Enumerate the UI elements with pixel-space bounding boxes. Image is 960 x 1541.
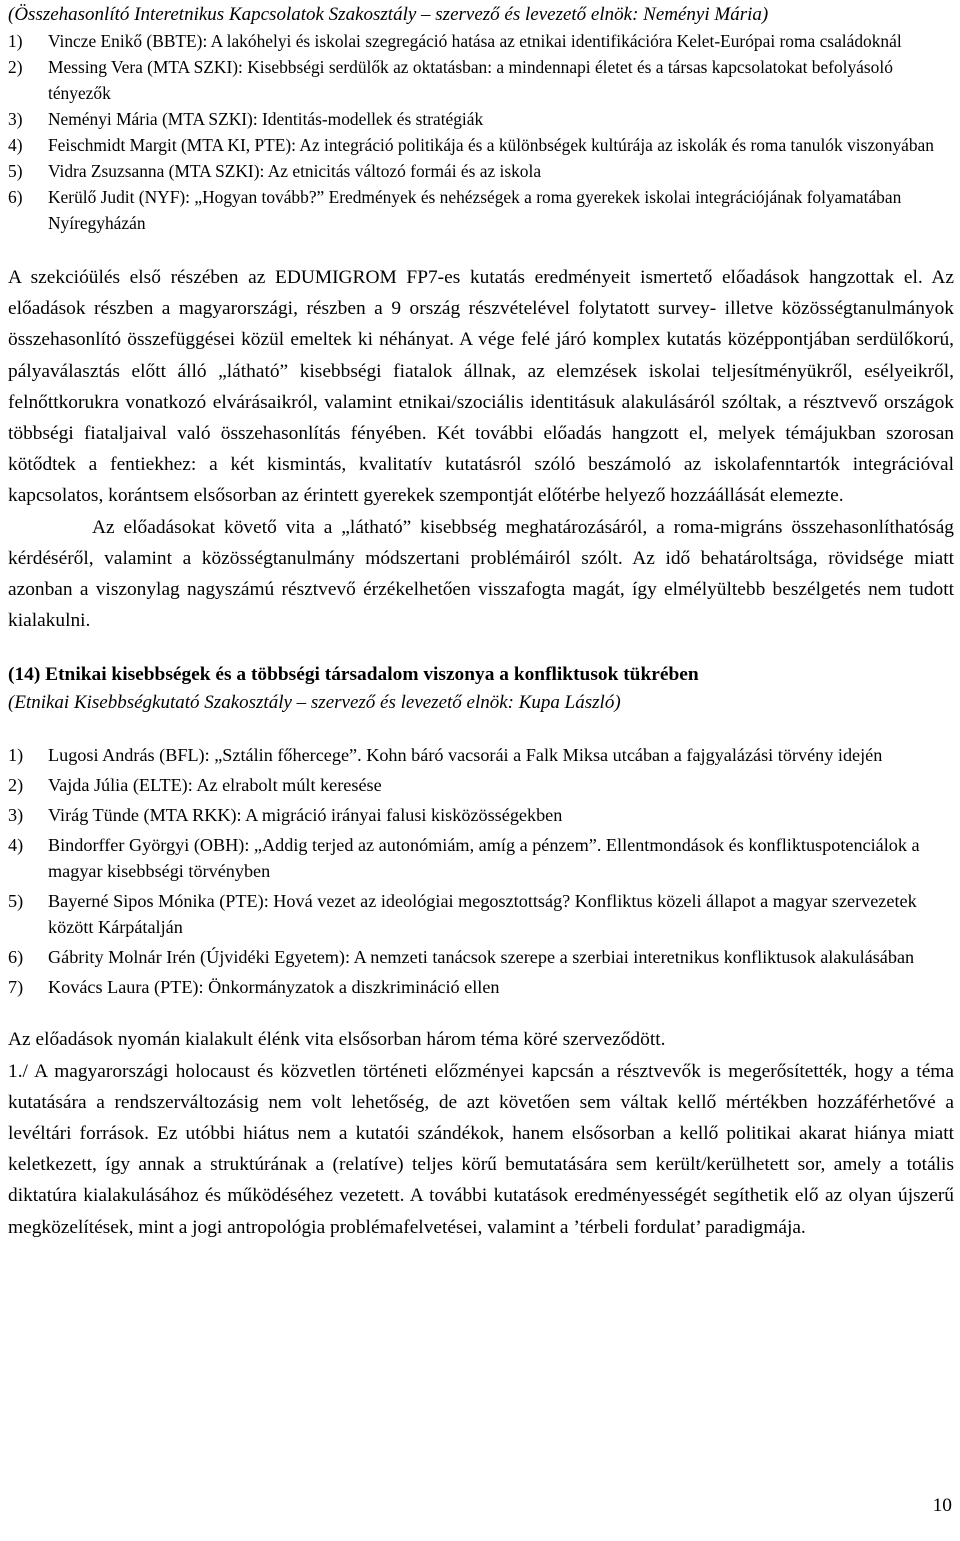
section14-title: (14) Etnikai kisebbségek és a többségi társadalom viszonya a konfliktusok tükrében [8, 664, 699, 686]
list-item-text: Virág Tünde (MTA RKK): A migráció irányai falusi kisközösségekben [48, 805, 563, 826]
list-item [8, 944, 954, 970]
list-item-number: 4) [8, 835, 24, 856]
list-item-number: 2) [8, 57, 23, 77]
list-item-text: Vincze Enikő (BBTE): A lakóhelyi és iskolai szegregáció hatása az etnikai identifikációra Kelet-Európai roma családoknál [48, 31, 902, 51]
section14-paragraph-1: Az előadások nyomán kialakult élénk vita elsősorban három téma köré szerveződött. [8, 1029, 666, 1051]
list-item [8, 158, 954, 184]
list-item-text: Kovács Laura (PTE): Önkormányzatok a diszkrimináció ellen [48, 977, 500, 998]
list-item [8, 28, 954, 54]
list-item-text: Bayerné Sipos Mónika (PTE): Hová vezet az ideológiai megosztottság? Konfliktus közeli állapot a magyar szervezetek között Kárpátalján [48, 891, 917, 938]
list-item-number: 1) [8, 745, 24, 766]
section13-paragraph-1: A szekcióülés első részében az EDUMIGROM FP7-es kutatás eredményeit ismertető előadások hangzottak el. Az előadások részben a magyarországi, részben a 9 ország részvételével folytatott survey- illetve közösségtanulmányok összehasonlító összefüggései közül emeltek ki néhányat. A vége felé járó komplex kutatás középpontjában serdülőkorú, pályaválasztás előtt álló „látható” kisebbségi fiatalok állnak, az elemzések iskolai teljesítményükről, esélyeikről, felnőttkorukra vonatkozó elvárásaikról, valamint etnikai/szociális identitásuk alakulásáról szóltak, a résztvevő országok többségi fiataljaival való összehasonlítás fényében. Két további előadás hangzott el, melyek témájukban szorosan kötődtek a fentiekhez: a két kismintás, kvalitatív kutatásról szóló beszámoló az iskolafenntartók integrációval kapcsolatos, korántsem elsősorban az érintett gyerekek szempontját előtérbe helyező hozzáállását elemezte. [8, 267, 954, 507]
list-item [8, 742, 954, 768]
list-item [8, 832, 954, 884]
section13-chair-line: (Összehasonlító Interetnikus Kapcsolatok Szakosztály – szervező és levezető elnök: Neményi Mária) [8, 4, 769, 25]
list-item-text: Messing Vera (MTA SZKI): Kisebbségi serdülők az oktatásban: a mindennapi életet és a társas kapcsolatokat befolyásoló tényezők [48, 57, 893, 103]
section14-chair-line: (Etnikai Kisebbségkutató Szakosztály – szervező és levezető elnök: Kupa László) [8, 692, 621, 714]
list-item-text: Kerülő Judit (NYF): „Hogyan tovább?” Eredmények és nehézségek a roma gyerekek iskolai integrációjának folyamatában Nyíregyházán [48, 187, 902, 233]
list-item-text: Gábrity Molnár Irén (Újvidéki Egyetem): A nemzeti tanácsok szerepe a szerbiai interetnikus konfliktusok alakulásában [48, 947, 915, 968]
section13-presentation-list [8, 28, 954, 236]
list-item-number: 4) [8, 135, 23, 155]
list-item [8, 184, 954, 236]
list-item-text: Neményi Mária (MTA SZKI): Identitás-modellek és stratégiák [48, 109, 484, 129]
section14-presentation-list [8, 742, 954, 1000]
list-item-number: 7) [8, 977, 24, 998]
list-item [8, 974, 954, 1000]
list-item-number: 3) [8, 805, 24, 826]
list-item [8, 888, 954, 940]
list-item [8, 132, 954, 158]
list-item-number: 5) [8, 161, 23, 181]
list-item-text: Vidra Zsuzsanna (MTA SZKI): Az etnicitás változó formái és az iskola [48, 161, 542, 181]
list-item-text: Lugosi András (BFL): „Sztálin főhercege”. Kohn báró vacsorái a Falk Miksa utcában a fajgyalázási törvény idején [48, 745, 883, 766]
list-item-number: 5) [8, 891, 24, 912]
page-number: 10 [932, 1495, 952, 1516]
list-item-number: 3) [8, 109, 23, 129]
section13-paragraph-2: Az előadásokat követő vita a „látható” kisebbség meghatározásáról, a roma-migráns összehasonlíthatóság kérdéséről, valamint a közösségtanulmány módszertani problémáiról szólt. Az idő behatároltsága, rövidsége miatt azonban a viszonylag nagyszámú résztvevő érzékelhetően visszafogta magát, így elmélyültebb beszélgetés nem tudott kialakulni. [8, 516, 954, 632]
list-item [8, 802, 954, 828]
list-item-text: Bindorffer Györgyi (OBH): „Addig terjed az autonómiám, amíg a pénzem”. Ellentmondások és konfliktuspotenciálok a magyar kisebbségi törvényben [48, 835, 920, 882]
list-item [8, 772, 954, 798]
list-item-number: 6) [8, 187, 23, 207]
list-item-text: Vajda Júlia (ELTE): Az elrabolt múlt keresése [48, 775, 382, 796]
list-item-number: 1) [8, 31, 23, 51]
section14-paragraph-2: 1./ A magyarországi holocaust és közvetlen történeti előzményei kapcsán a résztvevők is megerősítették, hogy a téma kutatására a rendszerváltozásig nem volt lehetőség, de azt követően sem váltak kellő mértékben hozzáférhetővé a levéltári források. Ez utóbbi hiátus nem a kutatói szándékok, hanem elsősorban a kellő politikai akarat hiánya miatt keletkezett, így annak a struktúrának a (relatíve) teljes körű bemutatására sem került/kerülhetett sor, amely a totális diktatúra kialakulásához és működéséhez vezetett. A további kutatások eredményességét segíthetik elő az olyan újszerű megközelítések, mint a jogi antropológia problémafelvetései, valamint a ’térbeli fordulat’ paradigmája. [8, 1060, 954, 1238]
list-item-number: 6) [8, 947, 24, 968]
list-item [8, 54, 954, 106]
list-item-number: 2) [8, 775, 24, 796]
list-item [8, 106, 954, 132]
document-page [8, 0, 954, 1243]
list-item-text: Feischmidt Margit (MTA KI, PTE): Az integráció politikája és a különbségek kultúrája az iskolák és roma tanulók viszonyában [48, 135, 934, 155]
